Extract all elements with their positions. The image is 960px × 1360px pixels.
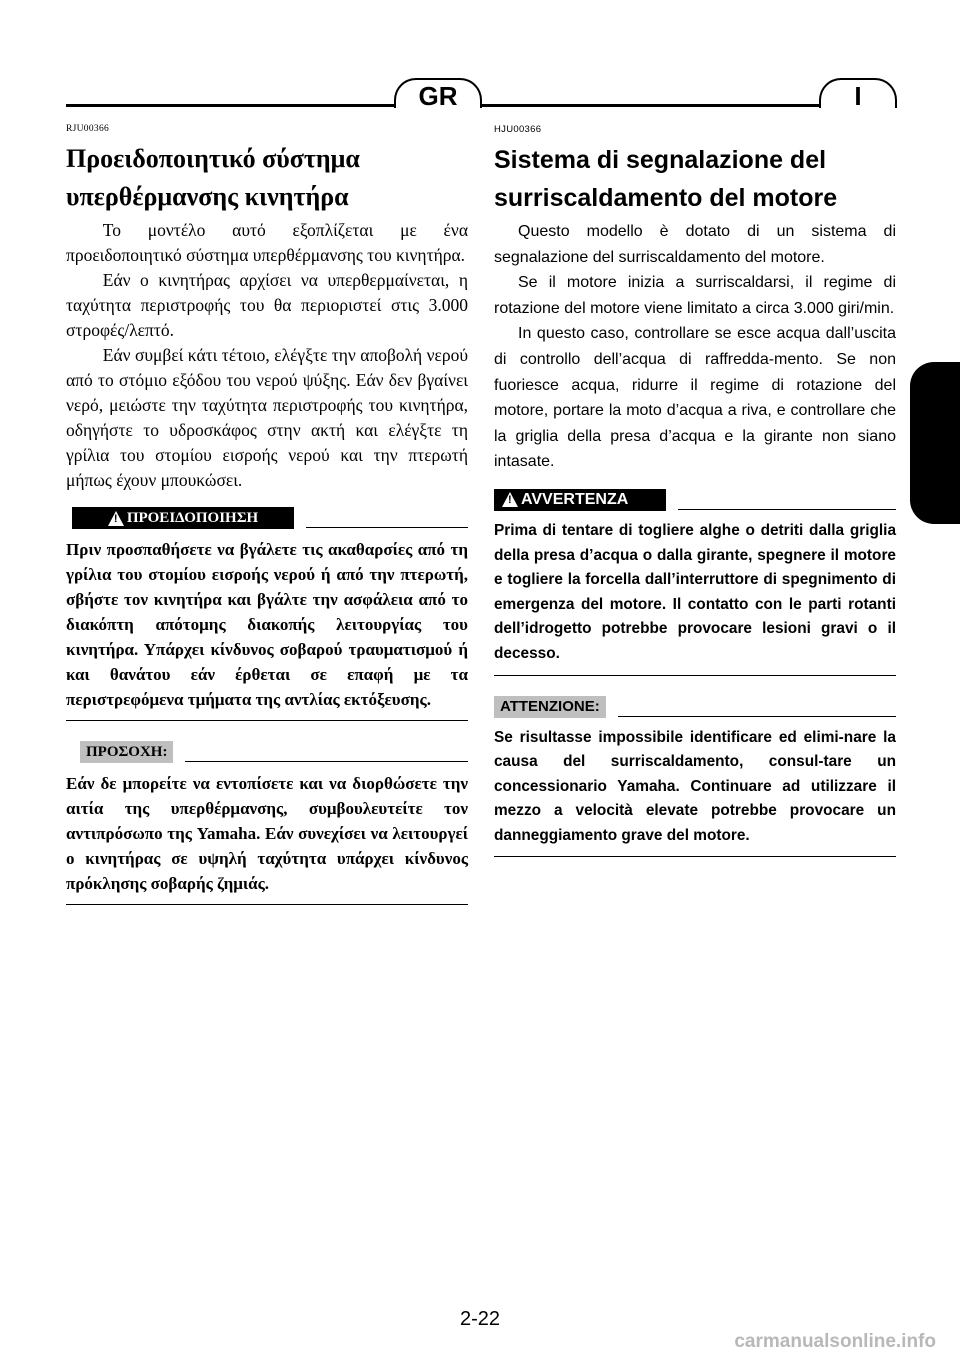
watermark: carmanualsonline.info [734, 1331, 936, 1352]
warning-label [494, 489, 666, 511]
language-badge-i: I [819, 78, 897, 108]
section-code: RJU00366 [66, 124, 110, 134]
body-paragraph: In questo caso, controllare se esce acqua dall’uscita di controllo dell’acqua di raffredda-mento. Se non fuoriesce acqua, ridurre il regime di rotazione del motore, portare la moto d’acqua a riva, e controllare che la griglia della presa d’acqua e la girante non siano intasate. [494, 325, 896, 471]
warning-label-text: ΠΡΟΕΙΔΟΠΟΙΗΣΗ [126, 509, 259, 526]
section-title [494, 141, 896, 217]
section-title [66, 140, 468, 216]
warning-label-text: AVVERTENZA [521, 490, 629, 508]
caution-label: ATTENZIONE: [494, 696, 606, 718]
warning-header [66, 505, 468, 529]
section-code: HJU00366 [494, 124, 542, 135]
warning-triangle-icon [108, 511, 124, 526]
warning-text: Prima di tentare di togliere alghe o detriti dalla griglia della presa d’acqua o dalla girante, spegnere il motore e togliere la forcella dall’interruttore di spegnimento di emergenza del motore. Il contatto con le parti rotanti dell’idrogetto potrebbe provocare lesioni gravi o il decesso. [494, 521, 896, 662]
italian-column [494, 124, 896, 875]
section-thumb-tab [910, 362, 960, 524]
greek-column [66, 124, 468, 923]
warning-text: Πριν προσπαθήσετε να βγάλετε τις ακαθαρσίες από τη γρίλια του στομίου εισροής νερού ή από την πτερωτή, σβήστε τον κινητήρα και βγάλτε την ασφάλεια από το διακόπτη απότομης διακοπής λειτουργίας του κινητήρα. Υπάρχει κίνδυνος σοβαρού τραυματισμού ή και θανάτου εάν έρθεται σε επαφή με τα περιστρεφόμενα τμήματα της αντλίας εκτόξευσης. [66, 540, 468, 709]
body-paragraph: Εάν συμβεί κάτι τέτοιο, ελέγξτε την αποβολή νερού από το στόμιο εξόδου του νερού ψύξης. Εάν δεν βγαίνει νερό, μειώστε την ταχύτητα περιστροφής του κινητήρα, οδηγήστε το υδροσκάφος στην ακτή και ελέγξτε τη γρίλια του στομίου εισροής νερού και την πτερωτή μήπως έχουν μπουκώσει. [66, 345, 468, 490]
title-line-1: Sistema di segnalazione del [494, 146, 827, 174]
warning-end-rule [66, 720, 468, 721]
title-line-2: surriscaldamento del motore [494, 184, 838, 212]
warning-end-rule [494, 675, 896, 676]
body-paragraph: Questo modello è dotato di un sistema di segnalazione del surriscaldamento del motore. [494, 223, 896, 266]
caution-text: Se risultasse impossibile identificare ed elimi-nare la causa del surriscaldamento, consul-tare un concessionario Yamaha. Continuare ad utilizzare il mezzo a velocità elevate potrebbe provocare un danneggiamento grave del motore. [494, 728, 896, 844]
warning-label [72, 507, 294, 529]
caution-header [494, 694, 896, 718]
warning-header [494, 487, 896, 511]
caution-header-line [618, 716, 896, 717]
page-number: 2-22 [459, 1308, 501, 1330]
title-line-2: υπερθέρμανσης κινητήρα [66, 182, 349, 211]
caution-end-rule [494, 856, 896, 857]
caution-text: Εάν δε μπορείτε να εντοπίσετε και να διορθώσετε την αιτία της υπερθέρμανσης, συμβουλευτείτε τον αντιπρόσωπο της Yamaha. Εάν συνεχίσει να λειτουργεί ο κινητήρας σε υψηλή ταχύτητα υπάρχει κίνδυνος πρόκλησης σοβαρής ζημιάς. [66, 774, 468, 893]
warning-triangle-icon [502, 492, 518, 507]
caution-header [66, 739, 468, 763]
language-badge-gr: GR [394, 78, 482, 108]
title-line-1: Προειδοποιητικό σύστημα [66, 144, 360, 173]
warning-header-line [306, 527, 468, 528]
body-paragraph: Εάν ο κινητήρας αρχίσει να υπερθερμαίνεται, η ταχύτητα περιστροφής του θα περιοριστεί στις 3.000 στροφές/λεπτό. [66, 270, 468, 340]
body-paragraph: Το μοντέλο αυτό εξοπλίζεται με ένα προειδοποιητικό σύστημα υπερθέρμανσης του κινητήρα. [66, 220, 468, 265]
caution-end-rule [66, 904, 468, 905]
body-paragraph: Se il motore inizia a surriscaldarsi, il regime di rotazione del motore viene limitato a circa 3.000 giri/min. [494, 274, 896, 317]
caution-label: ΠΡΟΣΟΧΗ: [80, 741, 173, 763]
caution-header-line [185, 761, 468, 762]
warning-header-line [678, 509, 896, 510]
